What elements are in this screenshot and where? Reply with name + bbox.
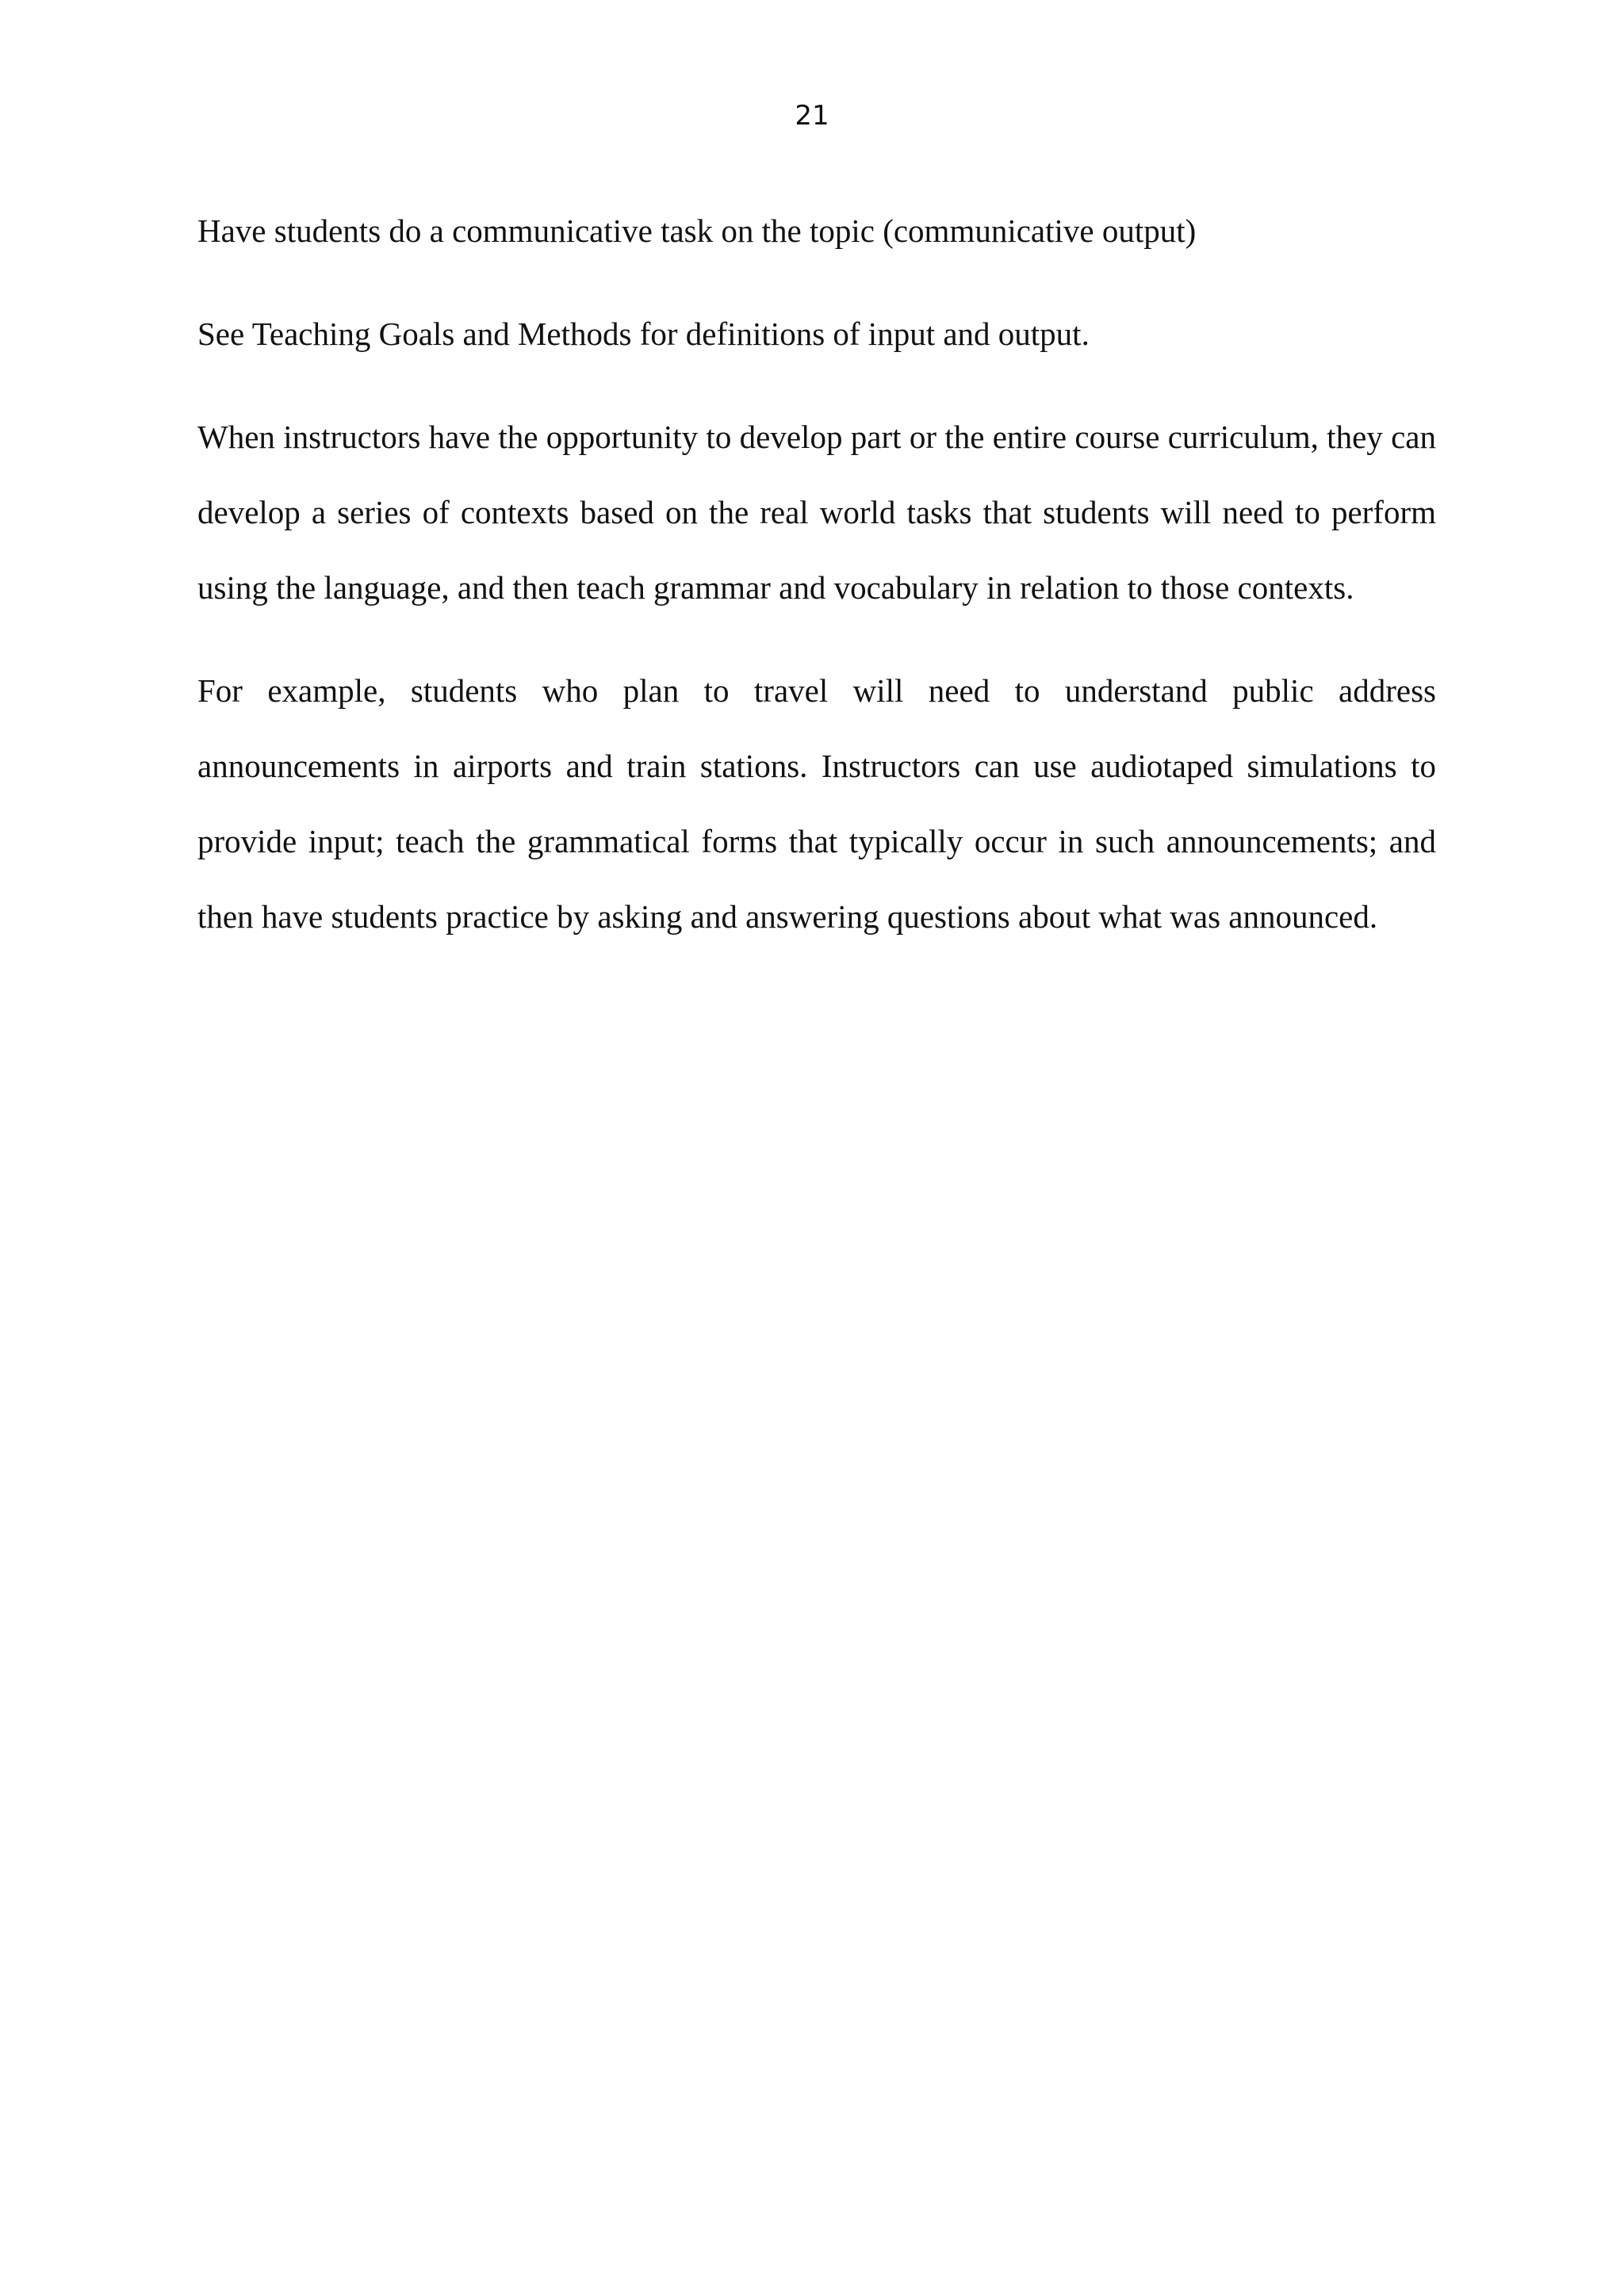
- paragraph-travel-example: For example, students who plan to travel will need to understand public address announcements in airports and train stations. Instructors can use audiotaped simulations to provide input; teach the grammatical forms that typically occur in such announcements; and then have students practice by asking and answering questions about what was announced.: [197, 672, 1436, 935]
- body-text: [197, 193, 1436, 982]
- page-number: 21: [795, 100, 829, 132]
- paragraph-instructors-curriculum: When instructors have the opportunity to develop part or the entire course curriculum, they can develop a series of contexts based on the real world tasks that students will need to perform using the language, and then teach grammar and vocabulary in relation to those contexts.: [197, 419, 1436, 606]
- paragraph-see-teaching-goals: See Teaching Goals and Methods for definitions of input and output.: [197, 316, 1090, 352]
- paragraph-communicative-task: Have students do a communicative task on the topic (communicative output): [197, 212, 1197, 249]
